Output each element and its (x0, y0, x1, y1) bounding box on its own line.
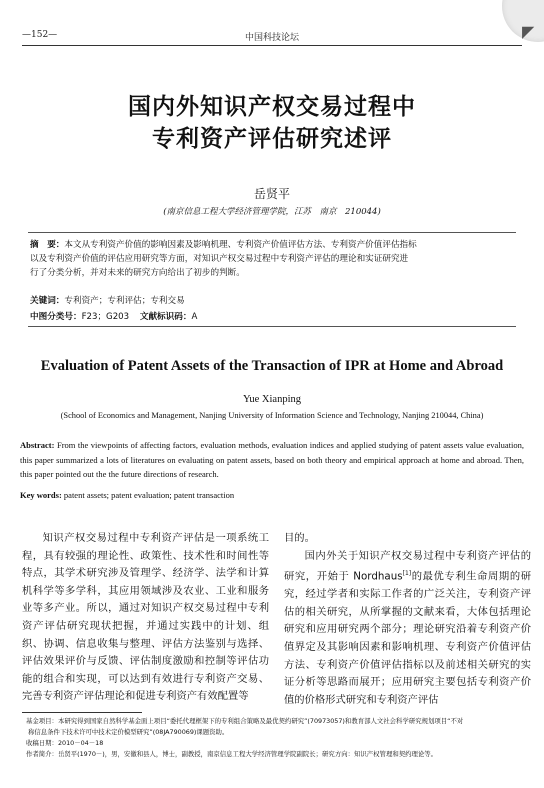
keywords-en-value: patent assets; patent evaluation; patent transaction (63, 490, 235, 500)
doc-code-label: 文献标识码： (139, 312, 192, 322)
keywords-cn-value: 专利资产；专利评估；专利交易 (64, 296, 185, 306)
title-cn-line1: 国内外知识产权交易过程中 (128, 94, 416, 120)
keywords-cn (30, 294, 516, 306)
footnotes (26, 716, 526, 760)
title-en: Evaluation of Patent Assets of the Transaction of IPR at Home and Abroad (40, 358, 504, 374)
abstract-cn-label: 摘 要： (30, 240, 65, 250)
body-paragraph (284, 548, 531, 710)
abstract-en-text: From the viewpoints of affecting factors, evaluation methods, evaluation indices and applied studying of patent assets value evaluation, this paper summarized a lots of literatures on evaluating on patent assets, based on both theory and empirical approach at home and abroad. Then, this paper pointed out the the future directions of research. (20, 440, 524, 479)
keywords-cn-label: 关键词： (30, 296, 65, 306)
body-text-a: 国内外关于知识产权交易过程中专利资产评估的研究，开始于 Nordhaus (284, 549, 531, 583)
body-left-column (22, 530, 269, 706)
title-cn-line2: 专利资产评估研究述评 (152, 126, 392, 152)
classification-label: 中图分类号： (30, 312, 82, 322)
header-rule (22, 45, 522, 46)
classification-line (30, 310, 516, 322)
abstract-en (20, 438, 524, 482)
abstract-cn-line3: 行了分类分析，并对未来的研究方向给出了初步的判断。 (30, 268, 245, 278)
body-text-b: 的最优专利生命周期的研究，经过学者和实际工作者的广泛关注，专利资产评估的相关研究，从所掌握的文献来看，大体包括理论研究和应用研究两个部分；理论研究沿着专利资产价值界定及其影响因素和影响机理、专利资产价值评估方法、专利资产价值评估指标以及前述相关研究的实证分析等思路而展开；应用研究主要包括专利资产价值的价格形式研究和专利资产评估 (284, 570, 532, 706)
body-right-column (284, 530, 531, 709)
footnote-fund-cont: 称信息条件下技术许可中技术定价模型研究”(08JA790069)课题资助。 (28, 728, 229, 736)
body-paragraph: 知识产权交易过程中专利资产评估是一项系统工程，具有较强的理论性、政策性、技术性和时间性等特点，其学术研究涉及管理学、经济学、法学和计算机科学等多学科，其应用领域涉及农业、工业和服务业等多产业。所以，通过对知识产权交易过程中专利资产评估研究现状把握，并通过实践中的计划、组织、协调、信息收集与整理、评估方法鉴别与选择、评估效果评价与反馈、评估制度激励和控制等评估功能的组合和实现，可以达到有效进行专利资产交易、完善专利资产评估理论和促进专利资产有效配置等 (22, 532, 269, 703)
abstract-en-label: Abstract: (20, 440, 55, 450)
keywords-en (20, 490, 524, 500)
affiliation-en: (School of Economics and Management, Nanjing University of Information Science and Technology, Nanjing 210044, China) (60, 411, 484, 420)
footnote-fund: 基金项目：本研究得到国家自然科学基金面上项目“委托代理框架下的专利组合策略及最优契约研究”(70973057)和教育部人文社会科学研究规划项目“不对 (26, 717, 464, 725)
page-curl-icon: ◤ (522, 22, 535, 41)
citation-ref: [1] (402, 570, 412, 578)
journal-name: 中国科技论坛 (244, 33, 299, 43)
doc-code-value: A (191, 312, 198, 322)
author-en: Yue Xianping (242, 394, 302, 405)
keywords-en-label: Key words: (20, 490, 62, 500)
abstract-cn (30, 238, 516, 280)
affiliation-cn: (南京信息工程大学经济管理学院，江苏 南京 210044) (163, 207, 381, 217)
footnote-rule (22, 712, 142, 713)
footnote-author: 作者简介：岳贤平(1970－)，男，安徽和县人，博士，副教授，南京信息工程大学经济管理学院副院长；研究方向：知识产权管理和契约理论等。 (26, 750, 438, 758)
body-paragraph-continued: 目的。 (284, 532, 315, 544)
footnote-received: 收稿日期：2010－04－18 (26, 739, 104, 747)
abstract-bottom-rule (28, 326, 516, 327)
abstract-cn-line1: 本文从专利资产价值的影响因素及影响机理、专利资产价值评估方法、专利资产价值评估指标 (64, 240, 417, 250)
page-number: —152— (22, 30, 58, 40)
author-cn: 岳贤平 (253, 187, 290, 201)
abstract-cn-line2: 以及专利资产价值的评估应用研究等方面，对知识产权交易过程中专利资产评估的理论和实证研究进 (30, 254, 409, 264)
abstract-top-rule (28, 232, 516, 233)
classification-value: F23；G203 (81, 312, 130, 322)
